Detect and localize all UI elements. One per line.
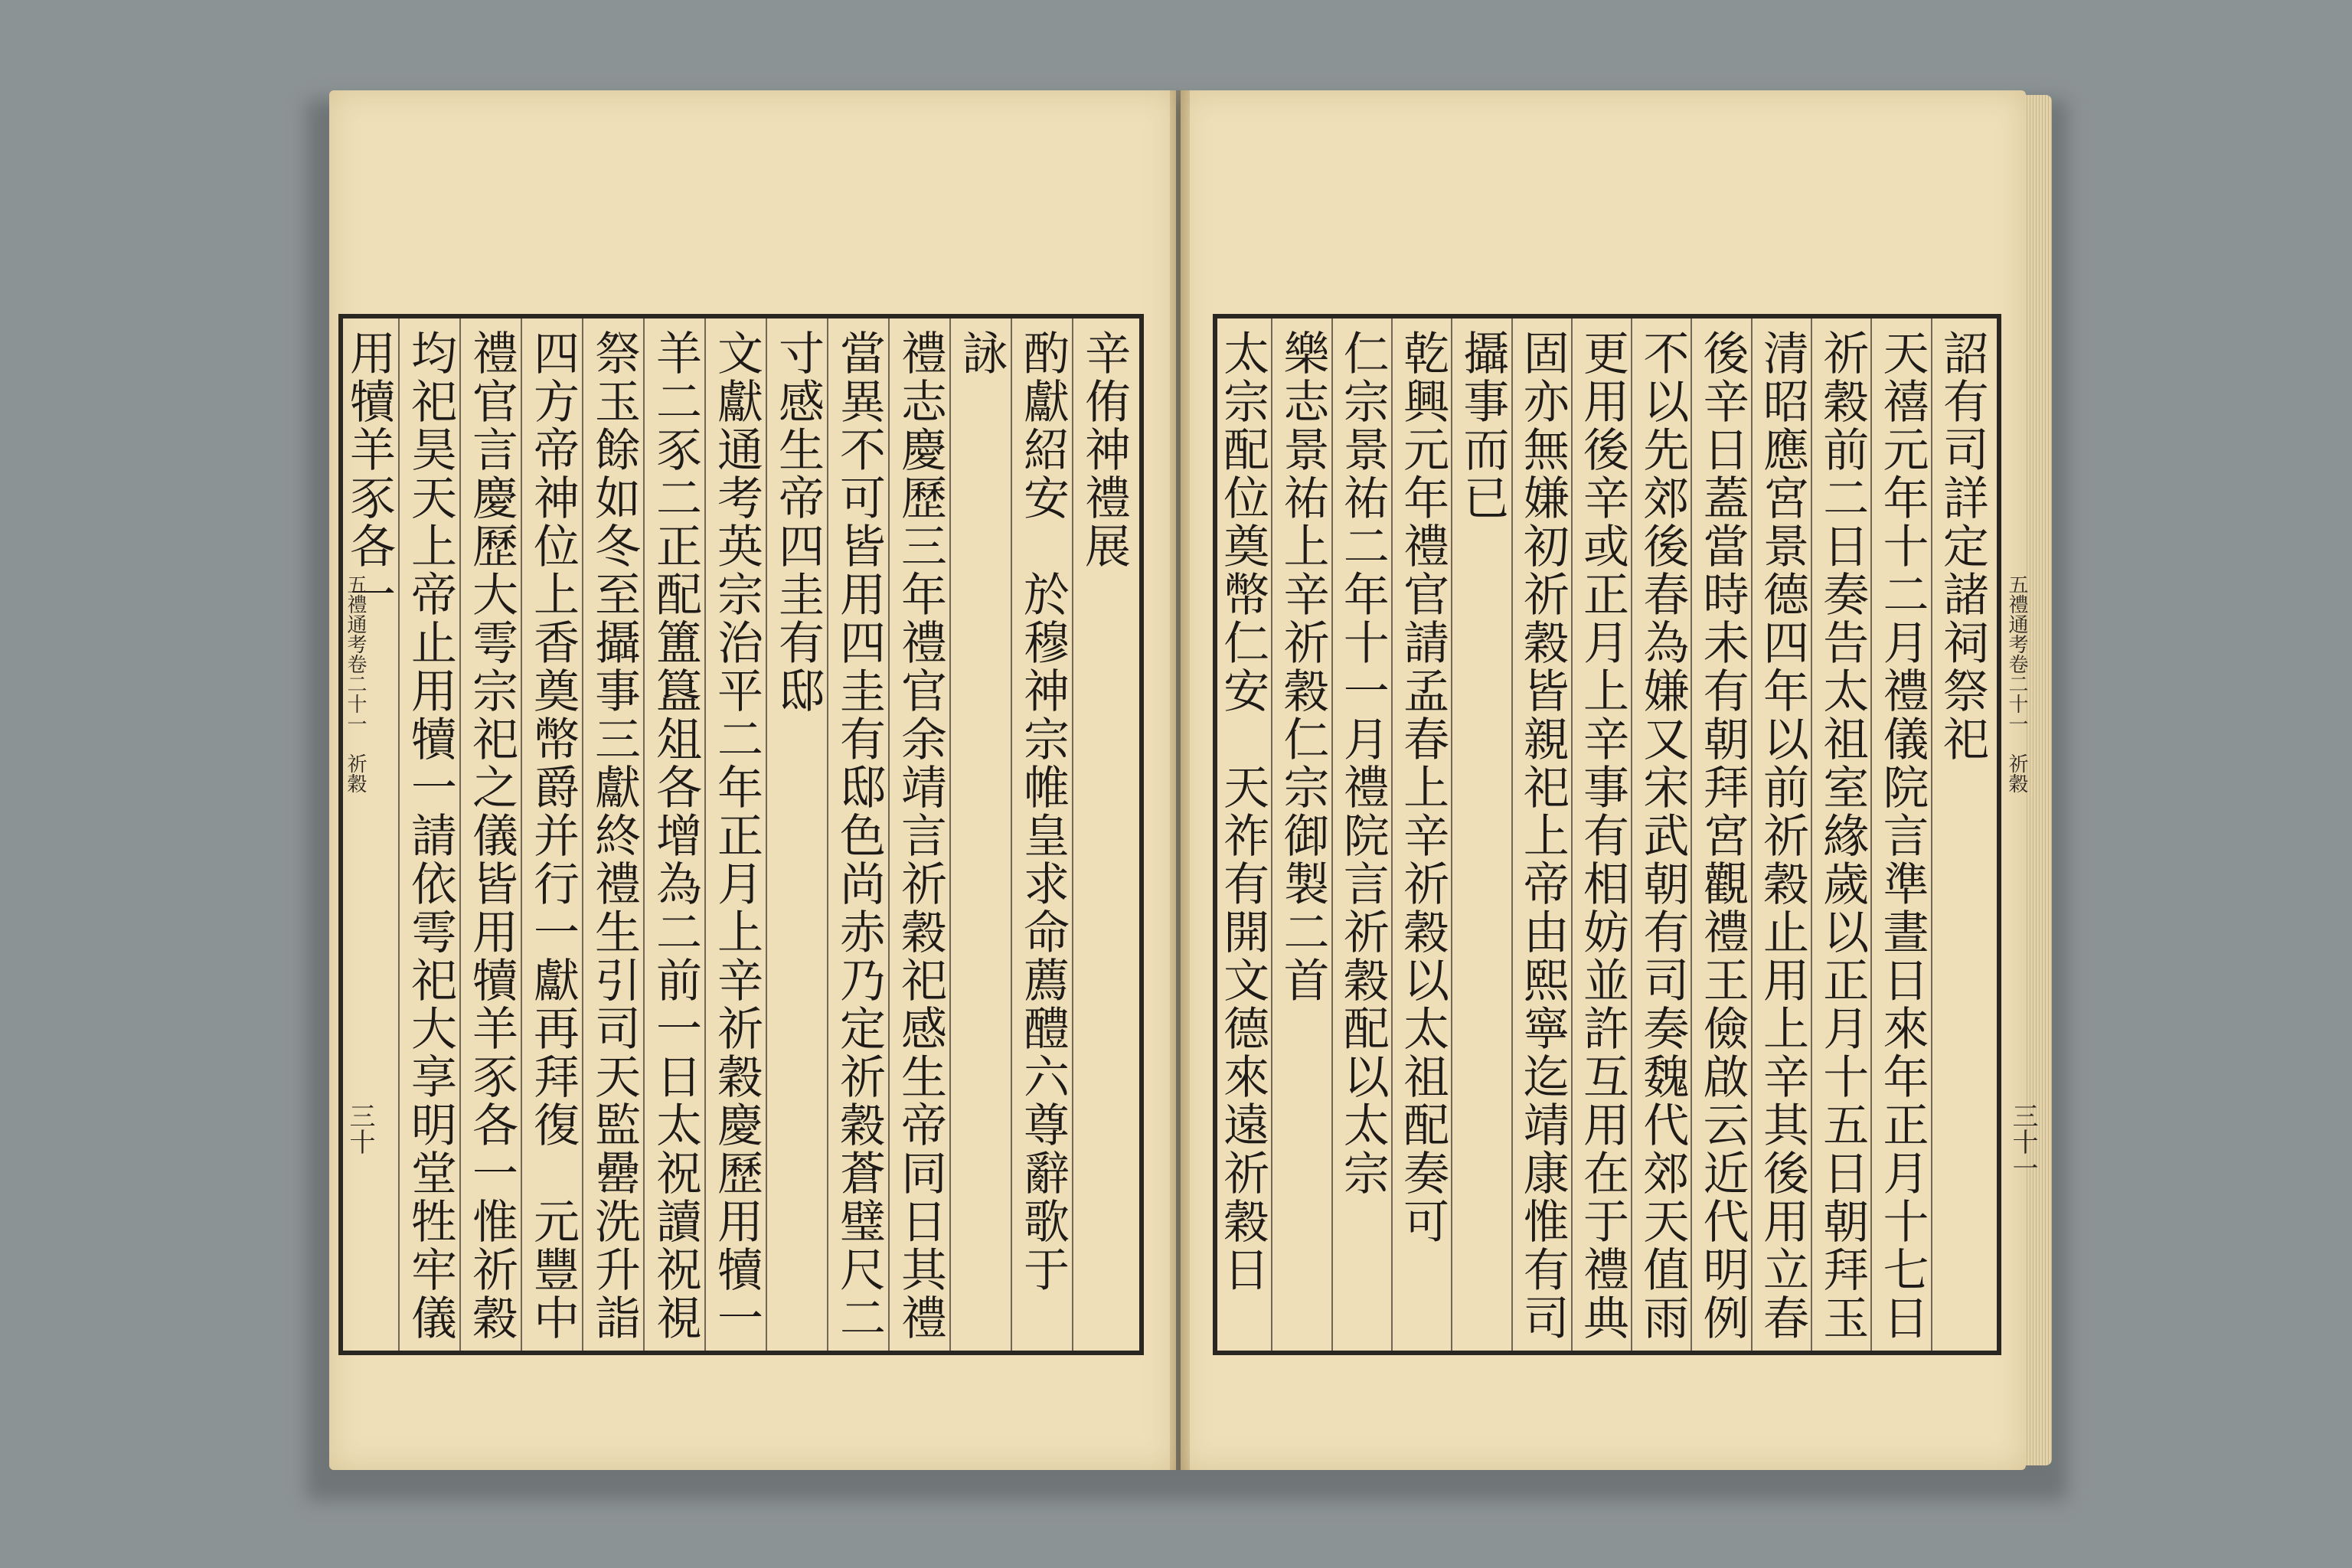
left-column-rule [888,318,890,1351]
right-column-rule [1631,318,1632,1351]
right-column-rule [1870,318,1872,1351]
right-text-column: 後辛日蓋當時未有朝拜宮觀禮王儉啟云近代明例 [1695,329,1749,1342]
right-text-column: 詔有司詳定諸祠祭祀 [1935,329,1989,763]
right-text-column: 仁宗景祐二年十一月禮院言祈穀配以太宗 [1335,329,1390,1197]
right-text-column: 太宗配位奠幣仁安 天祚有開文德來遠祈穀日 [1216,329,1270,1294]
left-text-column: 辛侑神禮展 [1077,329,1131,570]
left-text-column: 當異不可皆用四圭有邸色尚赤乃定祈穀蒼璧尺二 [832,329,886,1342]
left-text-column: 酌獻紹安 於穆神宗帷皇求命薦醴六尊辭歌于 [1016,329,1070,1294]
right-column-rule [1511,318,1513,1351]
right-column-rule [1571,318,1573,1351]
left-column-rule [643,318,645,1351]
right-text-column: 不以先郊後春為嫌又宋武朝有司奏魏代郊天值雨 [1635,329,1690,1342]
right-column-rule [1690,318,1692,1351]
left-text-column: 寸感生帝四圭有邸 [771,329,825,715]
right-column-rule [1751,318,1753,1351]
right-ear-line [2000,536,2001,995]
right-text-column: 乾興元年禮官請孟春上辛祈穀以太祖配奏可 [1396,329,1450,1246]
left-page-number: 三十 [345,1102,375,1155]
left-text-column: 四方帝神位上香奠幣爵并行一獻再拜復 元豐中 [526,329,580,1342]
right-text-column: 樂志景祐上辛祈穀仁宗御製二首 [1276,329,1330,1004]
left-column-rule [459,318,461,1351]
left-text-column: 祭玉餘如冬至攝事三獻終禮生引司天監罍洗升詣 [587,329,641,1342]
right-column-rule [1451,318,1452,1351]
right-page-number: 三十一 [2007,1102,2038,1181]
left-column-rule [1011,318,1012,1351]
left-column-rule [827,318,828,1351]
right-column-rule [1271,318,1272,1351]
left-text-column: 禮官言慶歷大雩宗祀之儀皆用犢羊豕各一惟祈穀 [465,329,518,1342]
left-column-rule [766,318,767,1351]
left-ear-line [338,536,340,995]
left-column-rule [398,318,400,1351]
right-column-rule [1331,318,1333,1351]
right-column-rule [1811,318,1812,1351]
right-column-rule [1931,318,1932,1351]
left-text-frame [338,314,1144,1355]
left-text-column: 文獻通考英宗治平二年正月上辛祈穀慶歷用犢一 [710,329,763,1342]
right-ear-text: 五禮通考卷二十一 祈穀 [2005,574,2028,793]
left-text-column: 用犢羊豕各一 [342,329,396,619]
right-text-frame [1213,314,2001,1355]
right-text-column: 攝事而已 [1455,329,1510,522]
left-column-rule [704,318,706,1351]
right-text-column: 清昭應宮景德四年以前祈穀止用上辛其後用立春 [1755,329,1809,1342]
left-text-column: 均祀昊天上帝止用犢一請依雩祀大享明堂牲牢儀 [403,329,457,1342]
left-column-rule [949,318,951,1351]
right-text-column: 天禧元年十二月禮儀院言準晝日來年正月十七日 [1875,329,1929,1342]
right-column-rule [1391,318,1393,1351]
book-gutter [1170,90,1190,1470]
left-ear-text: 五禮通考卷二十一 祈穀 [344,574,367,793]
left-text-column: 禮志慶歷三年禮官余靖言祈穀祀感生帝同日其禮 [893,329,947,1342]
left-text-column: 詠 [955,329,1008,377]
left-column-rule [521,318,522,1351]
left-column-rule [582,318,583,1351]
left-column-rule [1072,318,1073,1351]
right-text-column: 固亦無嫌初祈穀皆親祀上帝由熙寧迄靖康惟有司 [1515,329,1570,1342]
right-text-column: 祈穀前二日奏告太祖室緣歲以正月十五日朝拜玉 [1815,329,1870,1342]
right-text-column: 更用後辛或正月上辛事有相妨並許互用在于禮典 [1576,329,1629,1342]
left-text-column: 羊二豕二正配簠簋俎各增為二前一日太祝讀祝視 [648,329,702,1342]
